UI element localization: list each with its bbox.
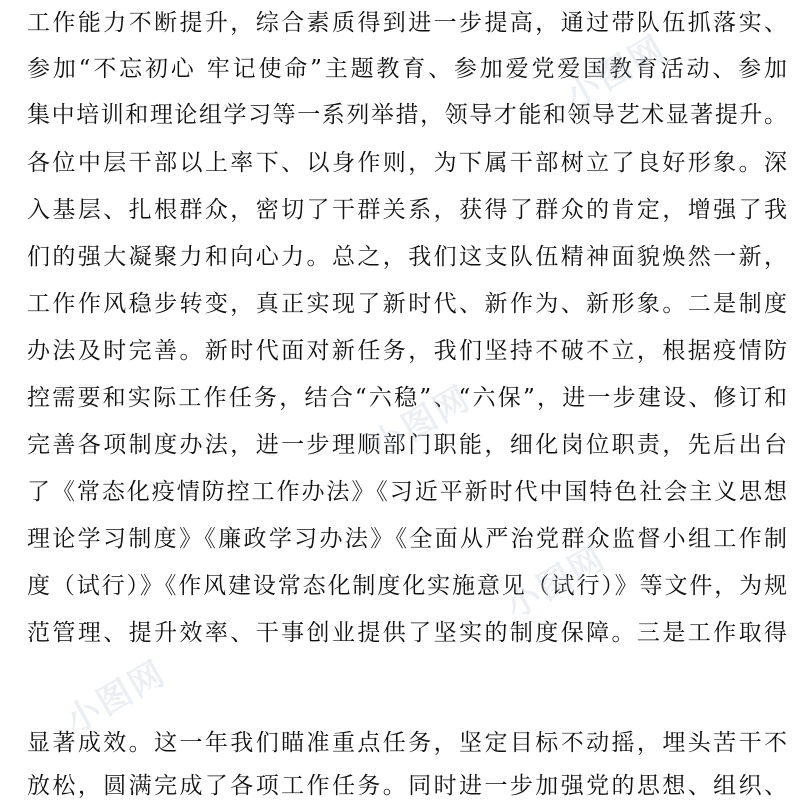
watermark: 小图网 bbox=[363, 378, 478, 467]
text-line-11: 了《常态化疫情防控工作办法》《习近平新时代中国特色社会主义思想 bbox=[27, 479, 787, 505]
text-line-3: 集中培训和理论组学习等一系列举措，领导才能和领导艺术显著提升。 bbox=[27, 102, 787, 128]
watermark: 小图网 bbox=[498, 538, 613, 627]
text-line-1: 工作能力不断提升，综合素质得到进一步提高，通过带队伍抓落实、 bbox=[27, 10, 787, 36]
text-line-2: 参加“不忘初心 牢记使命”主题教育、参加爱党爱国教育活动、参加 bbox=[27, 56, 787, 82]
text-line-4: 各位中层干部以上率下、以身作则，为下属干部树立了良好形象。深 bbox=[27, 150, 787, 176]
watermark: 小图网 bbox=[58, 653, 173, 742]
text-line-7: 工作作风稳步转变，真正实现了新时代、新作为、新形象。二是制度 bbox=[27, 291, 787, 317]
text-line-9: 控需要和实际工作任务，结合“六稳”、“六保”，进一步建设、修订和 bbox=[27, 385, 787, 411]
watermark: 小图网 bbox=[558, 28, 673, 117]
text-line-5: 入基层、扎根群众，密切了干群关系，获得了群众的肯定，增强了我 bbox=[27, 197, 787, 223]
text-line-8: 办法及时完善。新时代面对新任务，我们坚持不破不立，根据疫情防 bbox=[27, 338, 787, 364]
text-line-13: 度（试行）》《作风建设常态化制度化实施意见（试行）》等文件，为规 bbox=[27, 573, 787, 599]
text-line-10: 完善各项制度办法，进一步理顺部门职能，细化岗位职责，先后出台 bbox=[27, 432, 787, 458]
text-line-14: 范管理、提升效率、干事创业提供了坚实的制度保障。三是工作取得 bbox=[27, 620, 787, 646]
text-line-15: 显著成效。这一年我们瞄准重点任务，坚定目标不动摇，埋头苦干不 bbox=[27, 730, 787, 756]
text-line-12: 理论学习制度》《廉政学习办法》《全面从严治党群众监督小组工作制 bbox=[27, 526, 787, 552]
text-line-16: 放松，圆满完成了各项工作任务。同时进一步加强党的思想、组织、 bbox=[27, 773, 787, 799]
text-line-6: 们的强大凝聚力和向心力。总之，我们这支队伍精神面貌焕然一新， bbox=[27, 244, 787, 270]
